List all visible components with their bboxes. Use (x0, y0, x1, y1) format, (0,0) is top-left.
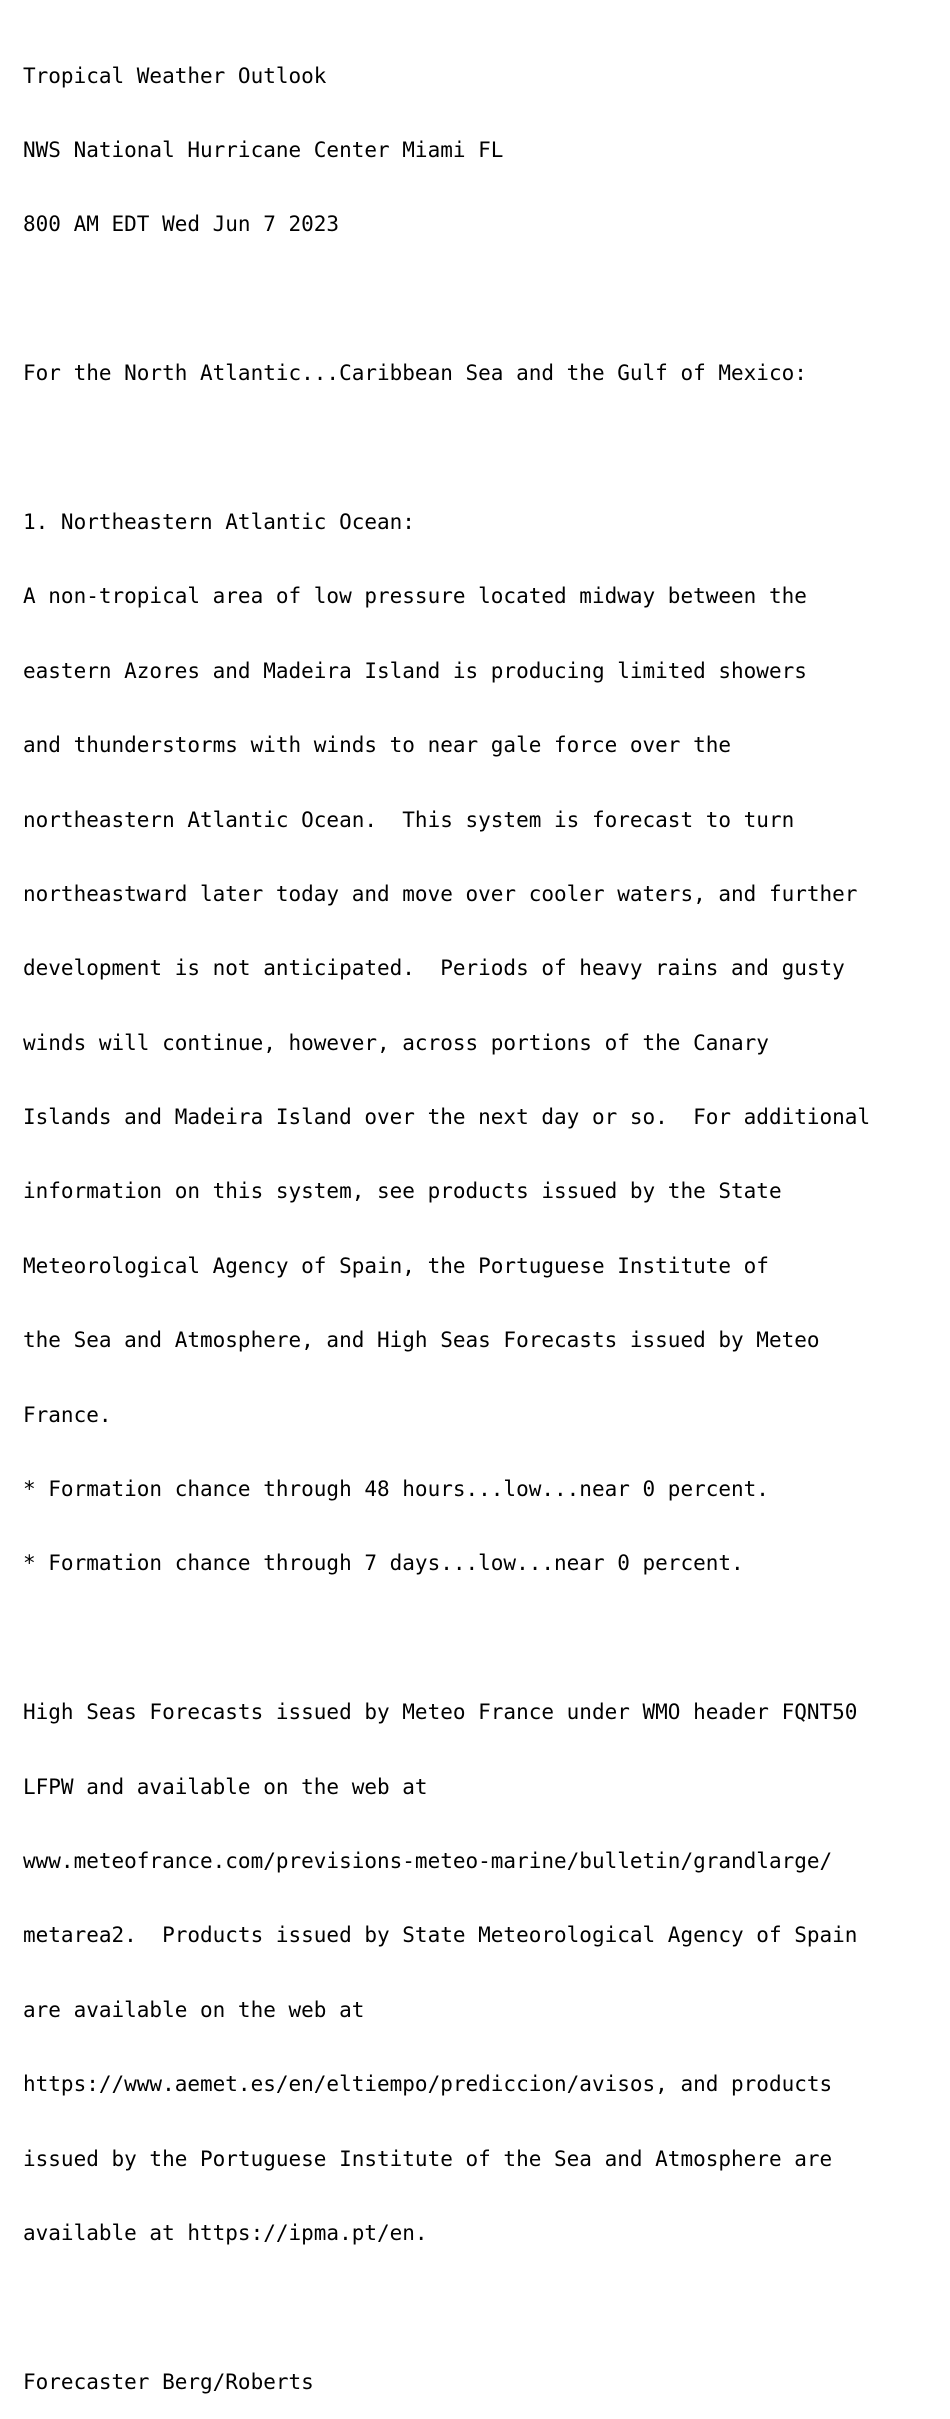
formation-chance-7d: * Formation chance through 7 days...low...near 0 percent. (23, 1551, 744, 1576)
system-text-line: the Sea and Atmosphere, and High Seas Forecasts issued by Meteo (23, 1328, 820, 1353)
system-heading: 1. Northeastern Atlantic Ocean: (23, 509, 415, 534)
system-text-line: northeastward later today and move over cooler waters, and further (23, 881, 858, 906)
links-text-line: LFPW and available on the web at (23, 1774, 428, 1799)
aemet-link-line[interactable]: https://www.aemet.es/en/eltiempo/prediccion/avisos, and products (23, 2072, 833, 2097)
formation-chance-48h: * Formation chance through 48 hours...low...near 0 percent. (23, 1477, 769, 1502)
blank-line (23, 2295, 870, 2320)
system-text-line: development is not anticipated. Periods of heavy rains and gusty (23, 956, 845, 981)
blank-line (23, 436, 870, 461)
system-text-line: and thunderstorms with winds to near gale force over the (23, 733, 732, 758)
blank-line (23, 287, 870, 312)
links-text-line: metarea2. Products issued by State Meteorological Agency of Spain (23, 1923, 858, 1948)
outlook-document (23, 14, 870, 2419)
system-text-line: winds will continue, however, across portions of the Canary (23, 1030, 769, 1055)
system-text-line: eastern Azores and Madeira Island is producing limited showers (23, 658, 807, 683)
blank-line (23, 1626, 870, 1651)
system-text-line: northeastern Atlantic Ocean. This system is forecast to turn (23, 807, 795, 832)
links-text-line: High Seas Forecasts issued by Meteo France under WMO header FQNT50 (23, 1700, 858, 1725)
links-text-line: are available on the web at (23, 1997, 365, 2022)
system-text-line: A non-tropical area of low pressure located midway between the (23, 584, 807, 609)
forecaster-signature: Forecaster Berg/Roberts (23, 2369, 314, 2394)
ipma-link-line[interactable]: available at https://ipma.pt/en. (23, 2220, 428, 2245)
links-text-line: issued by the Portuguese Institute of the Sea and Atmosphere are (23, 2146, 833, 2171)
system-text-line: information on this system, see products issued by the State (23, 1179, 782, 1204)
system-text-line: France. (23, 1402, 112, 1427)
meteofrance-link-line[interactable]: www.meteofrance.com/previsions-meteo-marine/bulletin/grandlarge/ (23, 1848, 833, 1873)
scope-line: For the North Atlantic...Caribbean Sea and the Gulf of Mexico: (23, 361, 807, 386)
system-text-line: Meteorological Agency of Spain, the Portuguese Institute of (23, 1253, 769, 1278)
issue-time: 800 AM EDT Wed Jun 7 2023 (23, 212, 340, 237)
document-title: Tropical Weather Outlook (23, 63, 327, 88)
system-text-line: Islands and Madeira Island over the next day or so. For additional (23, 1105, 871, 1130)
issuing-office: NWS National Hurricane Center Miami FL (23, 137, 504, 162)
